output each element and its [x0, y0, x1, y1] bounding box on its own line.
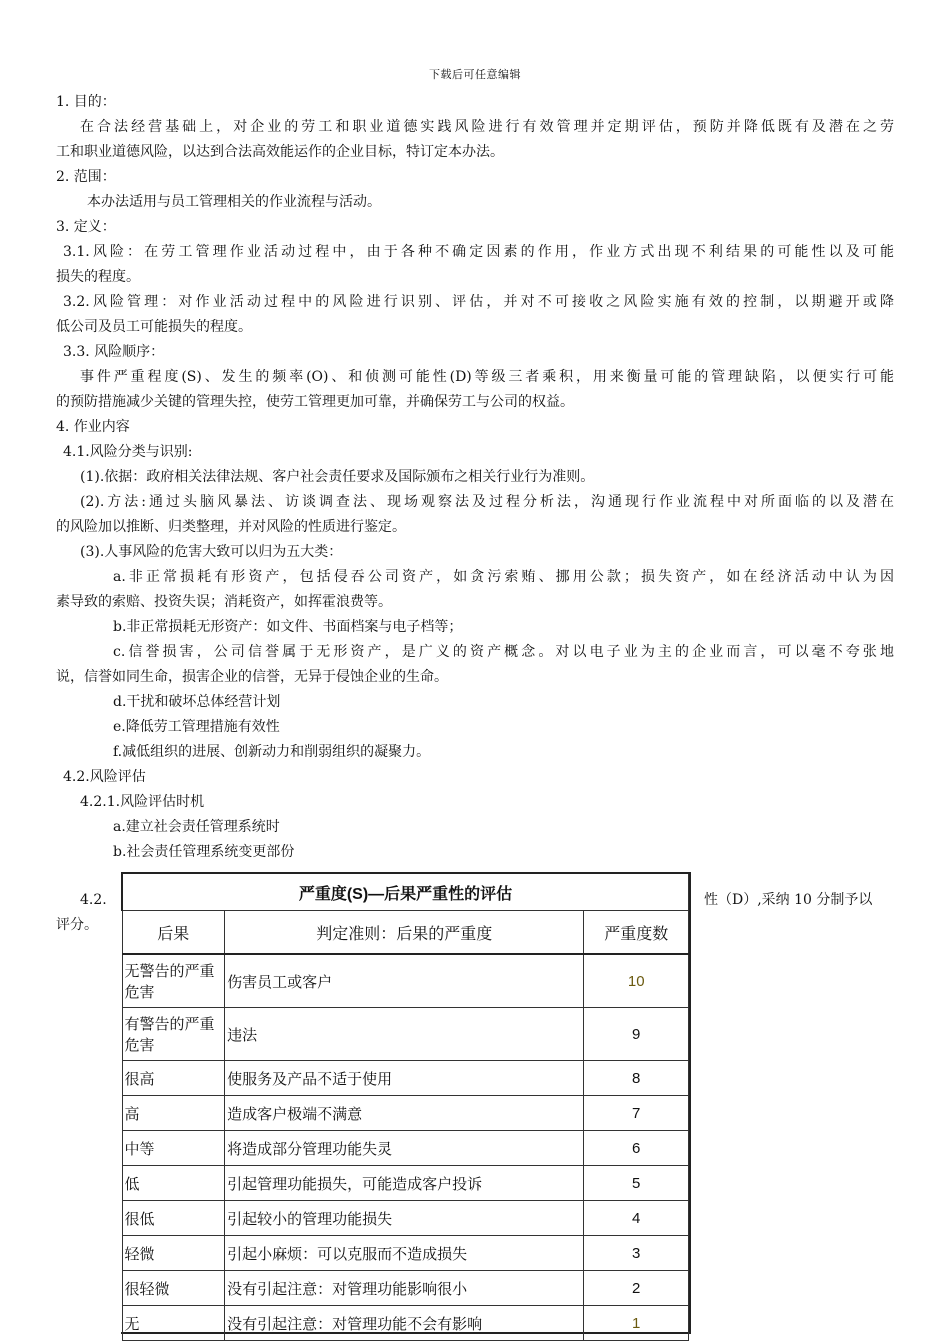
row-score: 3 — [584, 1236, 689, 1271]
row-criteria: 没有引起注意：对管理功能不会有影响 — [225, 1306, 584, 1341]
table-row — [122, 1008, 689, 1061]
hazard-c-cont: 说，信誉如同生命，损害企业的信誉，无异于侵蚀企业的生命。 — [56, 669, 448, 685]
row-criteria: 违法 — [225, 1008, 584, 1061]
col-header-consequence: 后果 — [122, 911, 225, 955]
row-consequence: 很轻微 — [122, 1271, 225, 1306]
section-4-2-2-cont: 评分。 — [56, 917, 98, 933]
definition-3-1-cont: 损失的程度。 — [56, 269, 140, 285]
row-score: 4 — [584, 1201, 689, 1236]
col-header-score: 严重度数 — [584, 911, 689, 955]
hazard-d: d.干扰和破坏总体经营计划 — [113, 694, 281, 710]
section-3-heading: 3. 定义： — [56, 219, 116, 235]
row-consequence: 很低 — [122, 1201, 225, 1236]
hazard-a: a.非正常损耗有形资产，包括侵吞公司资产，如贪污索贿、挪用公款；损失资产，如在经济活动中认为因 — [113, 569, 894, 585]
section-4-2-heading: 4.2.风险评估 — [63, 769, 146, 785]
definition-3-3: 3.3. 风险顺序： — [63, 344, 165, 360]
scope-text: 本办法适用与员工管理相关的作业流程与活动。 — [87, 194, 381, 210]
table-row — [122, 1131, 689, 1166]
row-score: 1 — [584, 1306, 689, 1341]
row-consequence: 很高 — [122, 1061, 225, 1096]
table-row — [122, 1061, 689, 1096]
row-consequence: 无 — [122, 1306, 225, 1341]
row-consequence: 轻微 — [122, 1236, 225, 1271]
table-row — [122, 1166, 689, 1201]
severity-table-image — [121, 872, 691, 1334]
col-header-criteria: 判定准则：后果的严重度 — [225, 911, 584, 955]
table-row — [122, 954, 689, 1008]
row-criteria: 没有引起注意：对管理功能影响很小 — [225, 1271, 584, 1306]
method-text: (2).方法:通过头脑风暴法、访谈调查法、现场观察法及过程分析法，沟通现行作业流程中对所面临的以及潜在 — [80, 494, 894, 510]
row-consequence: 中等 — [122, 1131, 225, 1166]
hazard-f: f.减低组织的进展、创新动力和削弱组织的凝聚力。 — [113, 744, 431, 760]
purpose-text-cont: 工和职业道德风险，以达到合法高效能运作的企业目标，特订定本办法。 — [56, 144, 504, 160]
section-4-2-2-end: 性（D）,采纳 10 分制予以 — [704, 892, 873, 908]
row-score: 5 — [584, 1166, 689, 1201]
row-score: 8 — [584, 1061, 689, 1096]
section-4-2-2-start: 4.2. — [80, 892, 107, 908]
hazard-categories-intro: (3).人事风险的危害大致可以归为五大类： — [80, 544, 343, 560]
row-score: 7 — [584, 1096, 689, 1131]
page-header: 下载后可任意编辑 — [429, 68, 521, 81]
risk-order-text-cont: 的预防措施减少关键的管理失控，使劳工管理更加可靠，并确保劳工与公司的权益。 — [56, 394, 574, 410]
section-2-heading: 2. 范围： — [56, 169, 116, 185]
basis-text: (1).依据：政府相关法律法规、客户社会责任要求及国际颁布之相关行业行为准则。 — [80, 469, 595, 485]
section-4-heading: 4. 作业内容 — [56, 419, 130, 435]
hazard-b: b.非正常损耗无形资产：如文件、书面档案与电子档等； — [113, 619, 463, 635]
row-consequence: 有警告的严重危害 — [122, 1008, 225, 1061]
row-criteria: 引起较小的管理功能损失 — [225, 1201, 584, 1236]
hazard-e: e.降低劳工管理措施有效性 — [113, 719, 280, 735]
section-1-heading: 1. 目的： — [56, 94, 116, 110]
row-criteria: 引起管理功能损失，可能造成客户投诉 — [225, 1166, 584, 1201]
row-score: 10 — [584, 954, 689, 1008]
row-consequence: 低 — [122, 1166, 225, 1201]
row-score: 2 — [584, 1271, 689, 1306]
table-row — [122, 1201, 689, 1236]
timing-a: a.建立社会责任管理系统时 — [113, 819, 280, 835]
hazard-a-cont: 素导致的索赔、投资失误；消耗资产，如挥霍浪费等。 — [56, 594, 392, 610]
table-row — [122, 1271, 689, 1306]
section-4-1-heading: 4.1.风险分类与识别: — [63, 444, 193, 460]
table-title: 严重度(S)—后果严重性的评估 — [122, 873, 689, 911]
definition-3-2-cont: 低公司及员工可能损失的程度。 — [56, 319, 252, 335]
row-consequence: 高 — [122, 1096, 225, 1131]
row-criteria: 使服务及产品不适于使用 — [225, 1061, 584, 1096]
row-score: 9 — [584, 1008, 689, 1061]
table-row — [122, 1096, 689, 1131]
row-criteria: 引起小麻烦：可以克服而不造成损失 — [225, 1236, 584, 1271]
definition-3-2: 3.2.风险管理：对作业活动过程中的风险进行识别、评估，并对不可接收之风险实施有效的控制，以期避开或降 — [63, 294, 894, 310]
table-row — [122, 1306, 689, 1341]
row-criteria: 将造成部分管理功能失灵 — [225, 1131, 584, 1166]
row-consequence: 无警告的严重危害 — [122, 954, 225, 1008]
risk-order-text: 事件严重程度(S)、发生的频率(O)、和侦测可能性(D)等级三者乘积，用来衡量可能的管理缺陷，以便实行可能 — [80, 369, 894, 385]
row-criteria: 伤害员工或客户 — [225, 954, 584, 1008]
row-criteria: 造成客户极端不满意 — [225, 1096, 584, 1131]
definition-3-1: 3.1.风险：在劳工管理作业活动过程中，由于各种不确定因素的作用，作业方式出现不利结果的可能性以及可能 — [63, 244, 894, 260]
timing-b: b.社会责任管理系统变更部份 — [113, 844, 295, 860]
row-score: 6 — [584, 1131, 689, 1166]
method-text-cont: 的风险加以推断、归类整理，并对风险的性质进行鉴定。 — [56, 519, 406, 535]
severity-table — [121, 872, 689, 1341]
table-row — [122, 1236, 689, 1271]
hazard-c: c.信誉损害，公司信誉属于无形资产，是广义的资产概念。对以电子业为主的企业而言，可以毫不夸张地 — [113, 644, 894, 660]
purpose-text: 在合法经营基础上，对企业的劳工和职业道德实践风险进行有效管理并定期评估，预防并降低既有及潜在之劳 — [80, 119, 894, 135]
section-4-2-1-heading: 4.2.1.风险评估时机 — [80, 794, 205, 810]
